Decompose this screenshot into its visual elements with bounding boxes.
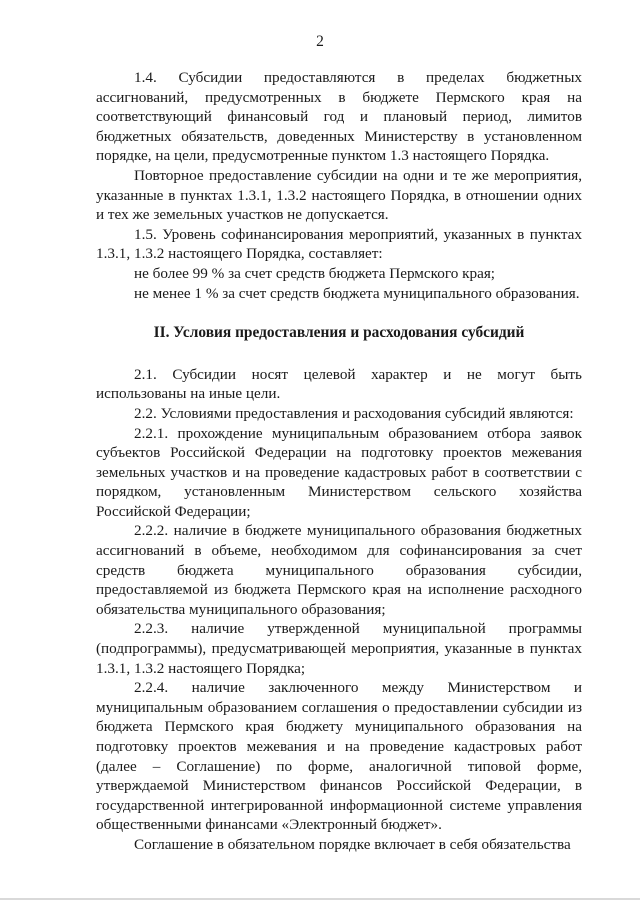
section-heading: II. Условия предоставления и расходования субсидий bbox=[153, 324, 525, 342]
paragraph-2-2-1: 2.2.1. прохождение муниципальным образованием отбора заявок субъектов Российской Федерации на подготовку проектов межевания земельных участков и на проведение кадастровых работ в соответствии с порядком, установленным Министерством сельского хозяйства Российской Федерации; bbox=[96, 424, 582, 520]
page-bottom-edge bbox=[0, 898, 640, 900]
paragraph-2-2-2: 2.2.2. наличие в бюджете муниципального образования бюджетных ассигнований в объеме, необходимом для софинансирования за счет средств бюджета муниципального образования субсидии, предоставляемой из бюджета Пермского края на исполнение расходного обязательства муниципального образования; bbox=[96, 522, 582, 618]
paragraph-1-4: 1.4. Субсидии предоставляются в пределах бюджетных ассигнований, предусмотренных в бюджете Пермского края на соответствующий финансовый год и плановый период, лимитов бюджетных обязательств, доведенных Министерству в установленном порядке, на цели, предусмотренные пунктом 1.3 настоящего Порядка. bbox=[96, 69, 582, 165]
paragraph-2-1: 2.1. Субсидии носят целевой характер и не могут быть использованы на иные цели. bbox=[96, 365, 582, 403]
paragraph-agreement: Соглашение в обязательном порядке включает в себя обязательства bbox=[134, 835, 571, 853]
paragraph-regional-share: не более 99 % за счет средств бюджета Пермского края; bbox=[134, 264, 496, 282]
paragraph-2-2-4: 2.2.4. наличие заключенного между Министерством и муниципальным образованием соглашения о предоставлении субсидии из бюджета Пермского края бюджету муниципального образования на подготовку проектов межевания и на проведение кадастровых работ (далее – Соглашение) по форме, аналогичной типовой форме, утверждаемой Министерством финансов Российской Федерации, в государственной интегрированной информационной системе управления общественными финансами «Электронный бюджет». bbox=[96, 679, 582, 834]
paragraph-repeat-subsidy: Повторное предоставление субсидии на одни и те же мероприятия, указанные в пунктах 1.3.1, 1.3.2 настоящего Порядка, в отношении одних и тех же земельных участков не допускается. bbox=[96, 166, 582, 224]
paragraph-municipal-share: не менее 1 % за счет средств бюджета муниципального образования. bbox=[134, 284, 580, 302]
paragraph-1-5: 1.5. Уровень софинансирования мероприятий, указанных в пунктах 1.3.1, 1.3.2 настоящего Порядка, составляет: bbox=[96, 225, 582, 263]
document-body bbox=[96, 68, 582, 855]
paragraph-2-2-3: 2.2.3. наличие утвержденной муниципальной программы (подпрограммы), предусматривающей мероприятия, указанные в пунктах 1.3.1, 1.3.2 настоящего Порядка; bbox=[96, 620, 582, 677]
page-number: 2 bbox=[316, 33, 324, 50]
paragraph-2-2: 2.2. Условиями предоставления и расходования субсидий являются: bbox=[134, 404, 574, 422]
